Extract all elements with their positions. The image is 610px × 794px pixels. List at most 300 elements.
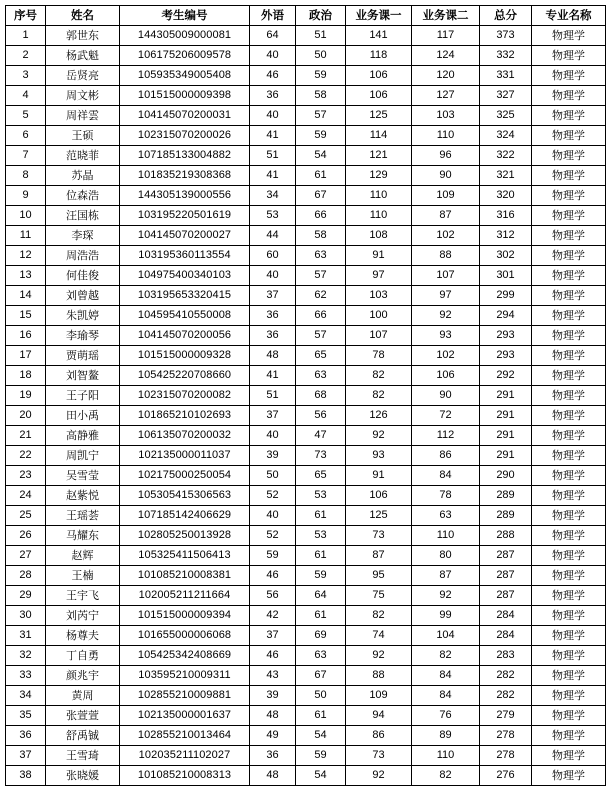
major-cell: 物理学 bbox=[532, 666, 606, 686]
major-cell: 物理学 bbox=[532, 546, 606, 566]
subject-two-cell: 84 bbox=[412, 466, 480, 486]
major-cell: 物理学 bbox=[532, 186, 606, 206]
subject-one-cell: 100 bbox=[346, 306, 412, 326]
total-cell: 331 bbox=[480, 66, 532, 86]
exam-id-cell: 101865210102693 bbox=[120, 406, 250, 426]
subject-one-cell: 125 bbox=[346, 106, 412, 126]
total-cell: 279 bbox=[480, 706, 532, 726]
politics-cell: 67 bbox=[296, 186, 346, 206]
exam-id-cell: 101515000009328 bbox=[120, 346, 250, 366]
total-cell: 292 bbox=[480, 366, 532, 386]
table-row bbox=[6, 266, 606, 286]
header-politics: 政治 bbox=[296, 6, 346, 26]
politics-cell: 66 bbox=[296, 206, 346, 226]
total-cell: 284 bbox=[480, 606, 532, 626]
seq-cell: 15 bbox=[6, 306, 46, 326]
seq-cell: 4 bbox=[6, 86, 46, 106]
name-cell: 王瑶荟 bbox=[46, 506, 120, 526]
subject-one-cell: 92 bbox=[346, 646, 412, 666]
table-row bbox=[6, 446, 606, 466]
total-cell: 316 bbox=[480, 206, 532, 226]
total-cell: 287 bbox=[480, 586, 532, 606]
major-cell: 物理学 bbox=[532, 406, 606, 426]
exam-id-cell: 104145070200031 bbox=[120, 106, 250, 126]
major-cell: 物理学 bbox=[532, 586, 606, 606]
subject-two-cell: 102 bbox=[412, 346, 480, 366]
subject-one-cell: 91 bbox=[346, 246, 412, 266]
total-cell: 276 bbox=[480, 766, 532, 786]
politics-cell: 64 bbox=[296, 586, 346, 606]
seq-cell: 9 bbox=[6, 186, 46, 206]
seq-cell: 29 bbox=[6, 586, 46, 606]
exam-id-cell: 102315070200082 bbox=[120, 386, 250, 406]
seq-cell: 11 bbox=[6, 226, 46, 246]
name-cell: 朱凯婷 bbox=[46, 306, 120, 326]
foreign-language-cell: 36 bbox=[250, 326, 296, 346]
foreign-language-cell: 40 bbox=[250, 266, 296, 286]
politics-cell: 51 bbox=[296, 26, 346, 46]
subject-two-cell: 110 bbox=[412, 526, 480, 546]
subject-one-cell: 94 bbox=[346, 706, 412, 726]
major-cell: 物理学 bbox=[532, 686, 606, 706]
foreign-language-cell: 37 bbox=[250, 626, 296, 646]
politics-cell: 67 bbox=[296, 666, 346, 686]
exam-id-cell: 101515000009398 bbox=[120, 86, 250, 106]
exam-id-cell: 107185142406629 bbox=[120, 506, 250, 526]
major-cell: 物理学 bbox=[532, 286, 606, 306]
subject-two-cell: 120 bbox=[412, 66, 480, 86]
subject-two-cell: 87 bbox=[412, 566, 480, 586]
subject-one-cell: 106 bbox=[346, 66, 412, 86]
table-row bbox=[6, 346, 606, 366]
seq-cell: 12 bbox=[6, 246, 46, 266]
exam-id-cell: 104975400340103 bbox=[120, 266, 250, 286]
major-cell: 物理学 bbox=[532, 706, 606, 726]
politics-cell: 54 bbox=[296, 726, 346, 746]
seq-cell: 8 bbox=[6, 166, 46, 186]
name-cell: 周浩浩 bbox=[46, 246, 120, 266]
name-cell: 杨武魁 bbox=[46, 46, 120, 66]
subject-one-cell: 107 bbox=[346, 326, 412, 346]
foreign-language-cell: 48 bbox=[250, 346, 296, 366]
politics-cell: 56 bbox=[296, 406, 346, 426]
total-cell: 287 bbox=[480, 566, 532, 586]
header-major: 专业名称 bbox=[532, 6, 606, 26]
major-cell: 物理学 bbox=[532, 306, 606, 326]
seq-cell: 35 bbox=[6, 706, 46, 726]
foreign-language-cell: 41 bbox=[250, 126, 296, 146]
major-cell: 物理学 bbox=[532, 366, 606, 386]
foreign-language-cell: 37 bbox=[250, 406, 296, 426]
exam-id-cell: 105425220708660 bbox=[120, 366, 250, 386]
total-cell: 288 bbox=[480, 526, 532, 546]
exam-id-cell: 105325411506413 bbox=[120, 546, 250, 566]
subject-two-cell: 86 bbox=[412, 446, 480, 466]
exam-id-cell: 104145070200056 bbox=[120, 326, 250, 346]
total-cell: 291 bbox=[480, 446, 532, 466]
subject-two-cell: 99 bbox=[412, 606, 480, 626]
name-cell: 吴雪莹 bbox=[46, 466, 120, 486]
subject-one-cell: 110 bbox=[346, 206, 412, 226]
subject-one-cell: 75 bbox=[346, 586, 412, 606]
exam-id-cell: 102035211102027 bbox=[120, 746, 250, 766]
subject-two-cell: 89 bbox=[412, 726, 480, 746]
subject-one-cell: 87 bbox=[346, 546, 412, 566]
subject-one-cell: 141 bbox=[346, 26, 412, 46]
table-row bbox=[6, 66, 606, 86]
exam-id-cell: 103195220501619 bbox=[120, 206, 250, 226]
exam-id-cell: 102005211211664 bbox=[120, 586, 250, 606]
table-row bbox=[6, 206, 606, 226]
total-cell: 278 bbox=[480, 726, 532, 746]
total-cell: 302 bbox=[480, 246, 532, 266]
foreign-language-cell: 41 bbox=[250, 366, 296, 386]
seq-cell: 2 bbox=[6, 46, 46, 66]
seq-cell: 18 bbox=[6, 366, 46, 386]
subject-two-cell: 82 bbox=[412, 766, 480, 786]
table-row bbox=[6, 106, 606, 126]
exam-id-cell: 106135070200032 bbox=[120, 426, 250, 446]
seq-cell: 26 bbox=[6, 526, 46, 546]
politics-cell: 54 bbox=[296, 146, 346, 166]
total-cell: 322 bbox=[480, 146, 532, 166]
foreign-language-cell: 40 bbox=[250, 426, 296, 446]
subject-two-cell: 72 bbox=[412, 406, 480, 426]
total-cell: 320 bbox=[480, 186, 532, 206]
table-row bbox=[6, 286, 606, 306]
total-cell: 293 bbox=[480, 346, 532, 366]
seq-cell: 25 bbox=[6, 506, 46, 526]
subject-one-cell: 97 bbox=[346, 266, 412, 286]
major-cell: 物理学 bbox=[532, 506, 606, 526]
major-cell: 物理学 bbox=[532, 126, 606, 146]
subject-two-cell: 92 bbox=[412, 306, 480, 326]
table-row bbox=[6, 626, 606, 646]
major-cell: 物理学 bbox=[532, 326, 606, 346]
table-row bbox=[6, 646, 606, 666]
subject-one-cell: 126 bbox=[346, 406, 412, 426]
exam-id-cell: 104145070200027 bbox=[120, 226, 250, 246]
major-cell: 物理学 bbox=[532, 46, 606, 66]
subject-one-cell: 92 bbox=[346, 426, 412, 446]
subject-two-cell: 80 bbox=[412, 546, 480, 566]
table-row bbox=[6, 766, 606, 786]
exam-id-cell: 101085210008313 bbox=[120, 766, 250, 786]
total-cell: 325 bbox=[480, 106, 532, 126]
subject-one-cell: 91 bbox=[346, 466, 412, 486]
major-cell: 物理学 bbox=[532, 646, 606, 666]
exam-id-cell: 105935349005408 bbox=[120, 66, 250, 86]
table-row bbox=[6, 186, 606, 206]
subject-one-cell: 118 bbox=[346, 46, 412, 66]
exam-id-cell: 102805250013928 bbox=[120, 526, 250, 546]
subject-one-cell: 121 bbox=[346, 146, 412, 166]
major-cell: 物理学 bbox=[532, 86, 606, 106]
politics-cell: 57 bbox=[296, 106, 346, 126]
seq-cell: 7 bbox=[6, 146, 46, 166]
name-cell: 郭世东 bbox=[46, 26, 120, 46]
header-seq: 序号 bbox=[6, 6, 46, 26]
subject-two-cell: 109 bbox=[412, 186, 480, 206]
name-cell: 张晓媛 bbox=[46, 766, 120, 786]
subject-two-cell: 84 bbox=[412, 666, 480, 686]
seq-cell: 33 bbox=[6, 666, 46, 686]
seq-cell: 20 bbox=[6, 406, 46, 426]
total-cell: 321 bbox=[480, 166, 532, 186]
seq-cell: 37 bbox=[6, 746, 46, 766]
header-subject-two: 业务课二 bbox=[412, 6, 480, 26]
name-cell: 颜兆宇 bbox=[46, 666, 120, 686]
table-row bbox=[6, 506, 606, 526]
table-row bbox=[6, 126, 606, 146]
total-cell: 327 bbox=[480, 86, 532, 106]
seq-cell: 21 bbox=[6, 426, 46, 446]
total-cell: 324 bbox=[480, 126, 532, 146]
table-row bbox=[6, 526, 606, 546]
subject-two-cell: 96 bbox=[412, 146, 480, 166]
total-cell: 332 bbox=[480, 46, 532, 66]
major-cell: 物理学 bbox=[532, 106, 606, 126]
subject-two-cell: 76 bbox=[412, 706, 480, 726]
seq-cell: 31 bbox=[6, 626, 46, 646]
table-row bbox=[6, 586, 606, 606]
total-cell: 373 bbox=[480, 26, 532, 46]
name-cell: 刘芮宁 bbox=[46, 606, 120, 626]
exam-id-cell: 101515000009394 bbox=[120, 606, 250, 626]
table-row bbox=[6, 606, 606, 626]
name-cell: 周祥雲 bbox=[46, 106, 120, 126]
seq-cell: 30 bbox=[6, 606, 46, 626]
subject-two-cell: 102 bbox=[412, 226, 480, 246]
foreign-language-cell: 46 bbox=[250, 566, 296, 586]
table-row bbox=[6, 226, 606, 246]
subject-one-cell: 106 bbox=[346, 486, 412, 506]
foreign-language-cell: 59 bbox=[250, 546, 296, 566]
politics-cell: 65 bbox=[296, 466, 346, 486]
foreign-language-cell: 46 bbox=[250, 646, 296, 666]
table-row bbox=[6, 26, 606, 46]
politics-cell: 61 bbox=[296, 606, 346, 626]
politics-cell: 47 bbox=[296, 426, 346, 446]
name-cell: 王宇飞 bbox=[46, 586, 120, 606]
name-cell: 张萱萱 bbox=[46, 706, 120, 726]
politics-cell: 68 bbox=[296, 386, 346, 406]
major-cell: 物理学 bbox=[532, 226, 606, 246]
politics-cell: 50 bbox=[296, 686, 346, 706]
name-cell: 王硕 bbox=[46, 126, 120, 146]
foreign-language-cell: 40 bbox=[250, 46, 296, 66]
subject-two-cell: 90 bbox=[412, 166, 480, 186]
major-cell: 物理学 bbox=[532, 446, 606, 466]
subject-one-cell: 73 bbox=[346, 746, 412, 766]
table-row bbox=[6, 486, 606, 506]
politics-cell: 59 bbox=[296, 66, 346, 86]
subject-two-cell: 82 bbox=[412, 646, 480, 666]
seq-cell: 27 bbox=[6, 546, 46, 566]
table-row bbox=[6, 246, 606, 266]
table-row bbox=[6, 466, 606, 486]
seq-cell: 28 bbox=[6, 566, 46, 586]
politics-cell: 53 bbox=[296, 526, 346, 546]
subject-one-cell: 73 bbox=[346, 526, 412, 546]
subject-two-cell: 124 bbox=[412, 46, 480, 66]
subject-two-cell: 110 bbox=[412, 746, 480, 766]
total-cell: 278 bbox=[480, 746, 532, 766]
politics-cell: 59 bbox=[296, 566, 346, 586]
exam-id-cell: 102855210013464 bbox=[120, 726, 250, 746]
politics-cell: 61 bbox=[296, 546, 346, 566]
total-cell: 289 bbox=[480, 486, 532, 506]
name-cell: 位森浩 bbox=[46, 186, 120, 206]
subject-one-cell: 86 bbox=[346, 726, 412, 746]
foreign-language-cell: 48 bbox=[250, 766, 296, 786]
table-body bbox=[6, 26, 606, 786]
subject-two-cell: 110 bbox=[412, 126, 480, 146]
foreign-language-cell: 40 bbox=[250, 106, 296, 126]
name-cell: 范晓菲 bbox=[46, 146, 120, 166]
seq-cell: 36 bbox=[6, 726, 46, 746]
foreign-language-cell: 49 bbox=[250, 726, 296, 746]
subject-two-cell: 127 bbox=[412, 86, 480, 106]
subject-two-cell: 112 bbox=[412, 426, 480, 446]
table-row bbox=[6, 706, 606, 726]
name-cell: 周凯宁 bbox=[46, 446, 120, 466]
seq-cell: 22 bbox=[6, 446, 46, 466]
name-cell: 贾萌瑶 bbox=[46, 346, 120, 366]
subject-two-cell: 90 bbox=[412, 386, 480, 406]
table-row bbox=[6, 666, 606, 686]
name-cell: 高静雅 bbox=[46, 426, 120, 446]
major-cell: 物理学 bbox=[532, 346, 606, 366]
total-cell: 301 bbox=[480, 266, 532, 286]
foreign-language-cell: 56 bbox=[250, 586, 296, 606]
exam-id-cell: 106175206009578 bbox=[120, 46, 250, 66]
major-cell: 物理学 bbox=[532, 266, 606, 286]
foreign-language-cell: 36 bbox=[250, 306, 296, 326]
name-cell: 刘曾越 bbox=[46, 286, 120, 306]
table-row bbox=[6, 686, 606, 706]
seq-cell: 38 bbox=[6, 766, 46, 786]
major-cell: 物理学 bbox=[532, 426, 606, 446]
subject-one-cell: 74 bbox=[346, 626, 412, 646]
foreign-language-cell: 44 bbox=[250, 226, 296, 246]
major-cell: 物理学 bbox=[532, 166, 606, 186]
politics-cell: 63 bbox=[296, 646, 346, 666]
table-row bbox=[6, 306, 606, 326]
major-cell: 物理学 bbox=[532, 26, 606, 46]
foreign-language-cell: 34 bbox=[250, 186, 296, 206]
name-cell: 李瑜琴 bbox=[46, 326, 120, 346]
politics-cell: 58 bbox=[296, 226, 346, 246]
seq-cell: 17 bbox=[6, 346, 46, 366]
name-cell: 舒禹铖 bbox=[46, 726, 120, 746]
subject-one-cell: 95 bbox=[346, 566, 412, 586]
exam-id-cell: 101655000006068 bbox=[120, 626, 250, 646]
exam-id-cell: 105425342408669 bbox=[120, 646, 250, 666]
subject-two-cell: 107 bbox=[412, 266, 480, 286]
exam-id-cell: 102855210009881 bbox=[120, 686, 250, 706]
foreign-language-cell: 64 bbox=[250, 26, 296, 46]
major-cell: 物理学 bbox=[532, 386, 606, 406]
name-cell: 汪国栋 bbox=[46, 206, 120, 226]
name-cell: 田小禹 bbox=[46, 406, 120, 426]
subject-one-cell: 82 bbox=[346, 386, 412, 406]
major-cell: 物理学 bbox=[532, 206, 606, 226]
exam-id-cell: 102135000001637 bbox=[120, 706, 250, 726]
foreign-language-cell: 52 bbox=[250, 526, 296, 546]
table-row bbox=[6, 146, 606, 166]
foreign-language-cell: 36 bbox=[250, 86, 296, 106]
seq-cell: 16 bbox=[6, 326, 46, 346]
major-cell: 物理学 bbox=[532, 486, 606, 506]
subject-two-cell: 103 bbox=[412, 106, 480, 126]
subject-one-cell: 103 bbox=[346, 286, 412, 306]
foreign-language-cell: 60 bbox=[250, 246, 296, 266]
total-cell: 282 bbox=[480, 666, 532, 686]
table-row bbox=[6, 166, 606, 186]
subject-one-cell: 125 bbox=[346, 506, 412, 526]
foreign-language-cell: 46 bbox=[250, 66, 296, 86]
table-row bbox=[6, 46, 606, 66]
subject-one-cell: 110 bbox=[346, 186, 412, 206]
seq-cell: 13 bbox=[6, 266, 46, 286]
subject-two-cell: 97 bbox=[412, 286, 480, 306]
exam-id-cell: 107185133004882 bbox=[120, 146, 250, 166]
name-cell: 黄周 bbox=[46, 686, 120, 706]
major-cell: 物理学 bbox=[532, 526, 606, 546]
name-cell: 赵辉 bbox=[46, 546, 120, 566]
subject-two-cell: 93 bbox=[412, 326, 480, 346]
subject-one-cell: 88 bbox=[346, 666, 412, 686]
major-cell: 物理学 bbox=[532, 466, 606, 486]
total-cell: 284 bbox=[480, 626, 532, 646]
exam-id-cell: 103195360113554 bbox=[120, 246, 250, 266]
politics-cell: 65 bbox=[296, 346, 346, 366]
foreign-language-cell: 51 bbox=[250, 386, 296, 406]
subject-two-cell: 87 bbox=[412, 206, 480, 226]
exam-id-cell: 144305009000081 bbox=[120, 26, 250, 46]
seq-cell: 24 bbox=[6, 486, 46, 506]
exam-id-cell: 101085210008381 bbox=[120, 566, 250, 586]
politics-cell: 66 bbox=[296, 306, 346, 326]
foreign-language-cell: 48 bbox=[250, 706, 296, 726]
politics-cell: 63 bbox=[296, 366, 346, 386]
subject-one-cell: 114 bbox=[346, 126, 412, 146]
foreign-language-cell: 52 bbox=[250, 486, 296, 506]
total-cell: 293 bbox=[480, 326, 532, 346]
total-cell: 290 bbox=[480, 466, 532, 486]
foreign-language-cell: 39 bbox=[250, 686, 296, 706]
seq-cell: 14 bbox=[6, 286, 46, 306]
table-row bbox=[6, 366, 606, 386]
total-cell: 312 bbox=[480, 226, 532, 246]
score-sheet bbox=[5, 5, 605, 786]
total-cell: 289 bbox=[480, 506, 532, 526]
subject-two-cell: 92 bbox=[412, 586, 480, 606]
subject-one-cell: 92 bbox=[346, 766, 412, 786]
table-row bbox=[6, 406, 606, 426]
name-cell: 王雪琦 bbox=[46, 746, 120, 766]
foreign-language-cell: 37 bbox=[250, 286, 296, 306]
exam-id-cell: 144305139000556 bbox=[120, 186, 250, 206]
name-cell: 王楠 bbox=[46, 566, 120, 586]
exam-id-cell: 103595210009311 bbox=[120, 666, 250, 686]
major-cell: 物理学 bbox=[532, 606, 606, 626]
table-row bbox=[6, 746, 606, 766]
major-cell: 物理学 bbox=[532, 146, 606, 166]
total-cell: 287 bbox=[480, 546, 532, 566]
foreign-language-cell: 41 bbox=[250, 166, 296, 186]
